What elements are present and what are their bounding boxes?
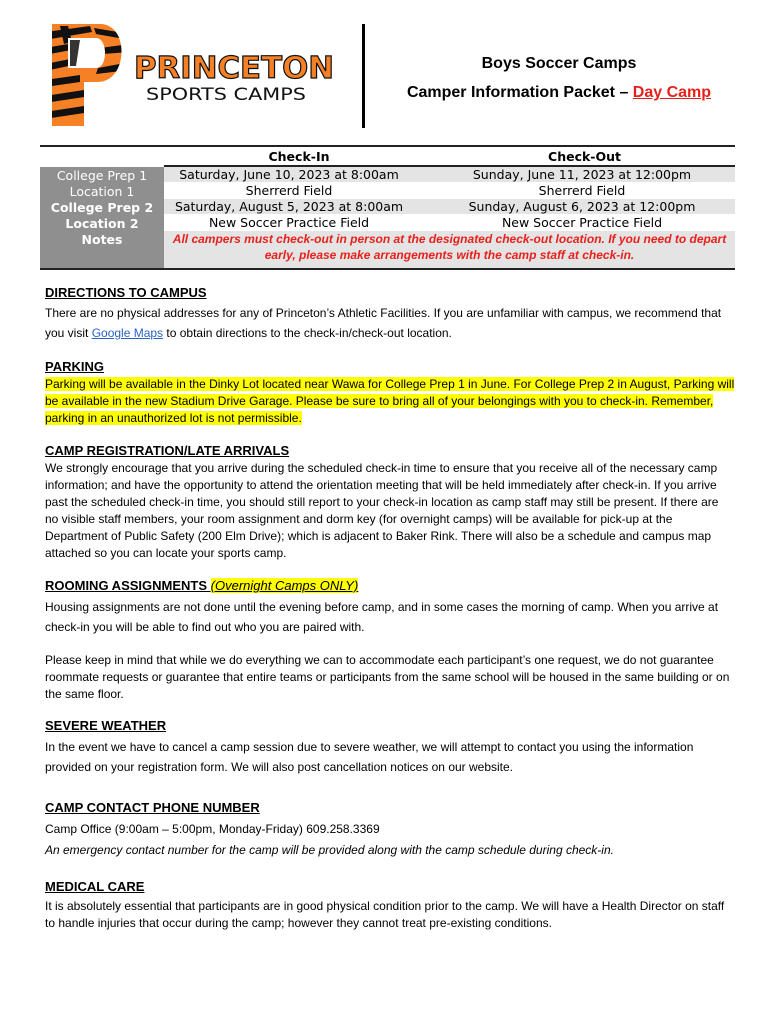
- checkout-cell: Sunday, August 6, 2023 at 12:00pm: [468, 199, 696, 214]
- rooming-heading-note: (Overnight Camps ONLY): [210, 578, 359, 593]
- princeton-sports-camps-logo: [50, 22, 340, 130]
- section-heading-rooming: [45, 578, 358, 593]
- page-title: Boys Soccer Camps: [481, 55, 637, 72]
- row-labels: [40, 167, 164, 268]
- checkin-cell: Saturday, June 10, 2023 at 8:00am: [179, 167, 399, 182]
- table-row: [164, 183, 735, 198]
- directions-text-before: There are no physical addresses for any of Princeton’s Athletic Facilities. If you are unfamiliar with campus, we recommend that you visit: [45, 306, 722, 340]
- directions-text: [45, 303, 735, 343]
- weather-text: In the event we have to cancel a camp session due to severe weather, we will attempt to contact you using the information provided on your registration form. We will also post cancellation notices on our website.: [45, 740, 694, 774]
- checkin-cell: Sherrerd Field: [245, 183, 333, 198]
- contact-line-2: An emergency contact number for the camp will be provided along with the camp schedule during check-in.: [45, 843, 614, 857]
- table-row: [164, 167, 735, 182]
- col-header-checkout: Check-Out: [548, 149, 621, 164]
- logo-sub-text: SPORTS CAMPS: [146, 85, 306, 105]
- section-heading-directions: DIRECTIONS TO CAMPUS: [45, 285, 207, 300]
- section-heading-parking: PARKING: [45, 359, 104, 374]
- row-label-notes: Notes: [81, 232, 123, 247]
- rooming-text-1: Housing assignments are not done until the evening before camp, and in some cases the morning of camp. When you arrive at check-in you will be able to find out who you are paired with.: [45, 600, 719, 634]
- rooming-text-2: Please keep in mind that while we do everything we can to accommodate each participant’s one request, we do not guarantee roommate requests or guarantee that entire teams or participants from the same school will be housed in the same building or on the same floor.: [45, 653, 730, 701]
- checkout-cell: Sherrerd Field: [538, 183, 626, 198]
- section-heading-registration: CAMP REGISTRATION/LATE ARRIVALS: [45, 443, 290, 458]
- google-maps-link[interactable]: Google Maps: [91, 326, 164, 340]
- registration-text: We strongly encourage that you arrive during the scheduled check-in time to ensure that you receive all of the necessary camp information; and have the opportunity to attend the orientation meeting that will be held immediately after check-in. If you arrive past the scheduled check-in time, you should still report to your check-in location as camp staff may still be present. If there are no visible staff members, your room assignment and dorm key (for overnight camps) will be available for pick-up at the Department of Public Safety (200 Elm Drive); which is adjacent to Baker Rink. There will also be a schedule and campus map attached so you can locate your sports camp.: [45, 461, 719, 560]
- checkin-cell: New Soccer Practice Field: [208, 215, 370, 230]
- subtitle-highlight: Day Camp: [632, 84, 712, 101]
- section-heading-weather: SEVERE WEATHER: [45, 718, 167, 733]
- schedule-table: [40, 145, 735, 270]
- parking-highlight: Parking will be available in the Dinky Lot located near Wawa for College Prep 1 in June. For College Prep 2 in August, Parking will be available in the new Stadium Drive Garage. Please be sure to bring all of your belongings with you to check-in. Remember, parking in an unauthorized lot is not permissible.: [45, 377, 735, 425]
- row-label: Location 2: [65, 216, 139, 231]
- checkin-cell: Saturday, August 5, 2023 at 8:00am: [174, 199, 404, 214]
- rooming-heading-text: ROOMING ASSIGNMENTS: [45, 578, 208, 593]
- page-subtitle: [388, 84, 730, 102]
- checkout-cell: New Soccer Practice Field: [501, 215, 663, 230]
- header-divider: [362, 24, 365, 128]
- section-heading-medical: MEDICAL CARE: [45, 879, 145, 894]
- row-label: College Prep 1: [56, 168, 148, 183]
- table-row: [164, 215, 735, 230]
- checkout-cell: Sunday, June 11, 2023 at 12:00pm: [472, 167, 692, 182]
- table-row: [164, 199, 735, 214]
- tiger-stripe-p-icon: [50, 24, 130, 126]
- col-header-checkin: Check-In: [268, 149, 330, 164]
- subtitle-prefix: Camper Information Packet –: [406, 84, 633, 101]
- row-label: College Prep 2: [50, 200, 154, 215]
- parking-text: [45, 376, 735, 427]
- medical-text: It is absolutely essential that participants are in good physical condition prior to the camp. We will have a Health Director on staff to handle injuries that occur during the camp; however they cannot treat pre-existing conditions.: [45, 899, 725, 930]
- contact-line-1: Camp Office (9:00am – 5:00pm, Monday-Friday) 609.258.3369: [45, 822, 380, 836]
- notes-cell: All campers must check-out in person at the designated check-out location. If you need to depart early, please make arrangements with the camp staff at check-in.: [164, 231, 735, 268]
- row-label: Location 1: [69, 184, 135, 199]
- section-heading-contact: CAMP CONTACT PHONE NUMBER: [45, 800, 260, 815]
- directions-text-after: to obtain directions to the check-in/check-out location.: [163, 326, 452, 340]
- logo-brand-text: PRINCETON: [134, 51, 334, 86]
